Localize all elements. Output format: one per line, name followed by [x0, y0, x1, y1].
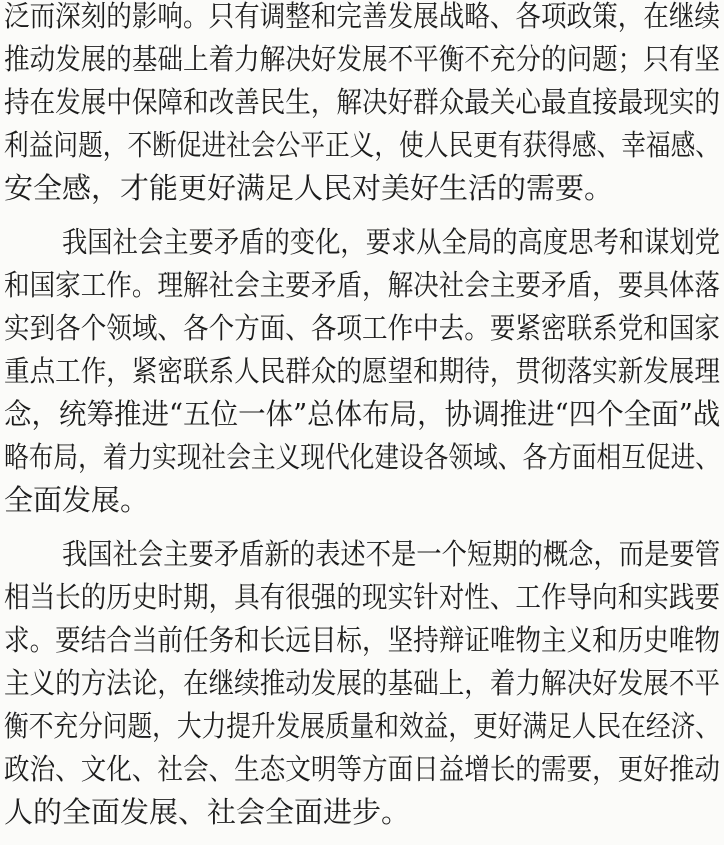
text-line: 利益问题，不断促进社会公平正义，使人民更有获得感、幸福感、	[4, 128, 721, 162]
text-line: 和国家工作。理解社会主要矛盾，解决社会主要矛盾，要具体落	[4, 268, 721, 302]
text-line: 主义的方法论，在继续推动发展的基础上，着力解决好发展不平	[4, 666, 721, 700]
text-line: 略布局，着力实现社会主义现代化建设各领域、各方面相互促进、	[4, 440, 721, 474]
text-line: 全面发展。	[4, 483, 150, 517]
text-line: 推动发展的基础上着力解决好发展不平衡不充分的问题；只有坚	[4, 42, 721, 76]
text-line: 安全感，才能更好满足人民对美好生活的需要。	[4, 171, 614, 205]
text-line: 我国社会主要矛盾新的表述不是一个短期的概念，而是要管	[62, 537, 721, 571]
text-line: 念，统筹推进“五位一体”总体布局，协调推进“四个全面”战	[4, 397, 721, 431]
text-line: 重点工作，紧密联系人民群众的愿望和期待，贯彻落实新发展理	[4, 354, 721, 388]
text-line: 泛而深刻的影响。只有调整和完善发展战略、各项政策，在继续	[4, 0, 721, 33]
text-line: 衡不充分问题，大力提升发展质量和效益，更好满足人民在经济、	[4, 709, 721, 743]
text-line: 我国社会主要矛盾的变化，要求从全局的高度思考和谋划党	[62, 225, 721, 259]
text-line: 实到各个领域、各个方面、各项工作中去。要紧密联系党和国家	[4, 311, 721, 345]
text-line: 政治、文化、社会、生态文明等方面日益增长的需要，更好推动	[4, 752, 721, 786]
text-line: 相当长的历史时期，具有很强的现实针对性、工作导向和实践要	[4, 580, 721, 614]
text-line: 人的全面发展、社会全面进步。	[4, 795, 411, 829]
text-line: 求。要结合当前任务和长远目标，坚持辩证唯物主义和历史唯物	[4, 623, 721, 657]
text-line: 持在发展中保障和改善民生，解决好群众最关心最直接最现实的	[4, 85, 721, 119]
